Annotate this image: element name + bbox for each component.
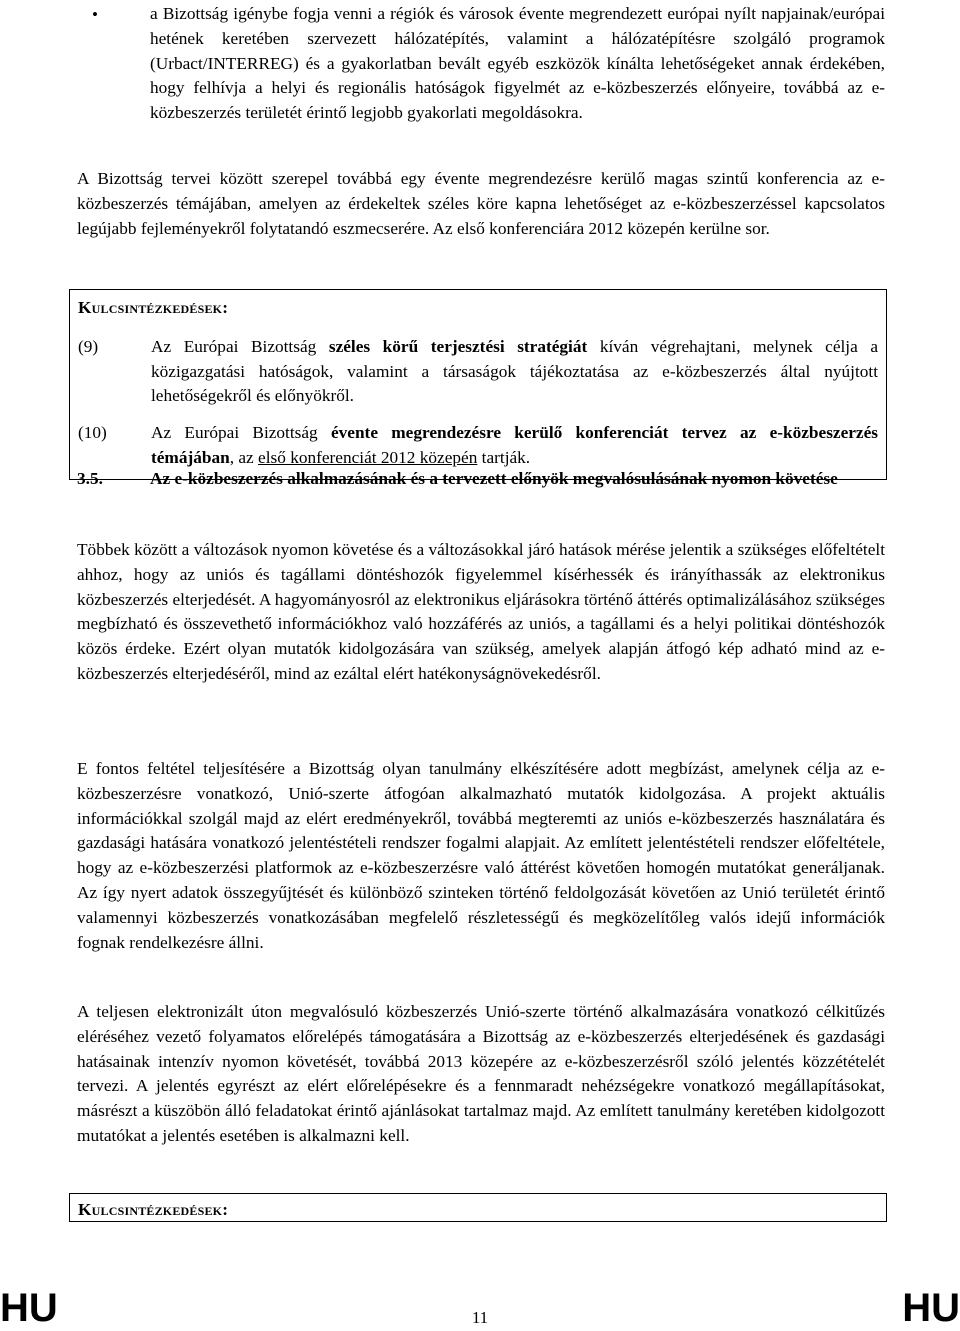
item-underlined-text: első konferenciát 2012 közepén [258, 447, 478, 467]
key-action-item-9 [78, 335, 878, 409]
item-bold-text: évente megrendezésre kerülő konferenciát tervez az e-közbeszerzés témájában [151, 423, 878, 467]
key-actions-heading: Kulcsintézkedések: [78, 1200, 229, 1219]
paragraph-study: E fontos feltétel teljesítésére a Bizottság olyan tanulmány elkészítésére adott megbízást, amelynek célja az e-közbeszerzésre vonatkozó, Unió-szerte átfogóan alkalmazható mutatók kidolgozása. A projekt aktuális információkkal szolgál majd az elért eredményekről, továbbá megteremti az uniós e-közbeszerzés használatára és gazdasági hatására vonatkozó jelentéstételi rendszer fogalmi alapjait. Az említett jelentéstételi rendszer előfeltétele, hogy az e-közbeszerzési platformok az e-közbeszerzésre való áttérést követően homogén mutatókat generáljanak. Az így nyert adatok összegyűjtését és különböző szinteken történő feldolgozását követően az Unió területét érintő valamennyi közbeszerzés vonatkozásában megfelelő részletességű és megközelítőleg valós idejű információk fognak rendelkezésre állni. [77, 759, 885, 952]
item-number: (10) [78, 423, 107, 443]
item-bold-text: széles körű terjesztési stratégiát [328, 336, 588, 356]
footer-language-code-left: HU [0, 1286, 58, 1330]
item-text: kíván végrehajtani, melynek célja a közigazgatási hatóságok, valamint a társaságok tájékoztatása az e-közbeszerzés által nyújtott lehetőségekről és előnyökről. [151, 336, 879, 406]
key-action-item-10 [78, 421, 878, 471]
page-number: 11 [471, 1308, 489, 1327]
key-actions-box-2 [69, 1193, 887, 1222]
bullet-text: a Bizottság igénybe fogja venni a régiók és városok évente megrendezett európai nyílt napjainak/európai hetének keretében szervezett hálózatépítés, valamint a hálózatépítésre szolgáló programok (Urbact/INTERREG) és a gyakorlatban bevált egyéb eszközök kínálta lehetőségeket annak érdekében, hogy felhívja a helyi és regionális hatóságok figyelmét az e-közbeszerzés előnyeire, továbbá az e-közbeszerzés területét érintő legjobb gyakorlati megoldásokra. [150, 4, 885, 123]
bullet-marker: • [92, 5, 98, 24]
section-number: 3.5. [77, 469, 103, 488]
key-actions-heading: Kulcsintézkedések: [78, 298, 229, 317]
item-text: Az Európai Bizottság [151, 423, 331, 443]
key-actions-box-1 [69, 289, 887, 480]
bullet-list-item [77, 2, 885, 126]
item-text: , az [229, 447, 259, 467]
paragraph-monitoring: Többek között a változások nyomon követése és a változásokkal járó hatások mérése jelentik a szükséges előfeltételt ahhoz, hogy az uniós és tagállami döntéshozók figyelemmel kísérhessék és irányíthassák az elektronikus közbeszerzés elterjedését. A hagyományosról az elektronikus eljárásokra történő áttérés optimalizálásához szükséges megbízható és összevethető információkhoz való hozzáférés az uniós, a tagállami és a helyi politikai döntéshozók közös érdeke. Ezért olyan mutatók kidolgozására van szükség, amelyek alapján átfogó kép adható mind az e-közbeszerzés elterjedéséről, mind az ezáltal elért hatékonyságnövekedésről. [77, 540, 885, 683]
item-number: (9) [78, 336, 99, 356]
footer-language-code-right: HU [902, 1286, 960, 1330]
paragraph-conference: A Bizottság tervei között szerepel továbbá egy évente megrendezésre kerülő magas szintű konferencia az e-közbeszerzés témájában, amelyen az érdekeltek széles köre kapna lehetőséget az e-közbeszerzéssel kapcsolatos legújabb fejleményekről folytatandó eszmecserére. Az első konferenciára 2012 közepén kerülne sor. [77, 169, 885, 238]
item-text: tartják. [477, 447, 531, 467]
section-title: Az e-közbeszerzés alkalmazásának és a tervezett előnyök megvalósulásának nyomon követése [150, 469, 838, 488]
section-heading [77, 467, 885, 492]
paragraph-report: A teljesen elektronizált úton megvalósuló közbeszerzés Unió-szerte történő alkalmazására vonatkozó célkitűzés eléréséhez vezető folyamatos előrelépés támogatására a Bizottság az e-közbeszerzés elterjedésének és gazdasági hatásainak intenzív nyomon követését, továbbá 2013 közepére az e-közbeszerzésről szóló jelentés közzétételét tervezi. A jelentés egyrészt az elért előrelépésekre és a fennmaradt nehézségekre vonatkozó megállapításokat, másrészt a küszöbön álló feladatokat érintő ajánlásokat tartalmaz majd. Az említett tanulmány keretében kidolgozott mutatókat a jelentés esetében is alkalmazni kell. [77, 1002, 885, 1145]
item-text: Az Európai Bizottság [151, 336, 329, 356]
